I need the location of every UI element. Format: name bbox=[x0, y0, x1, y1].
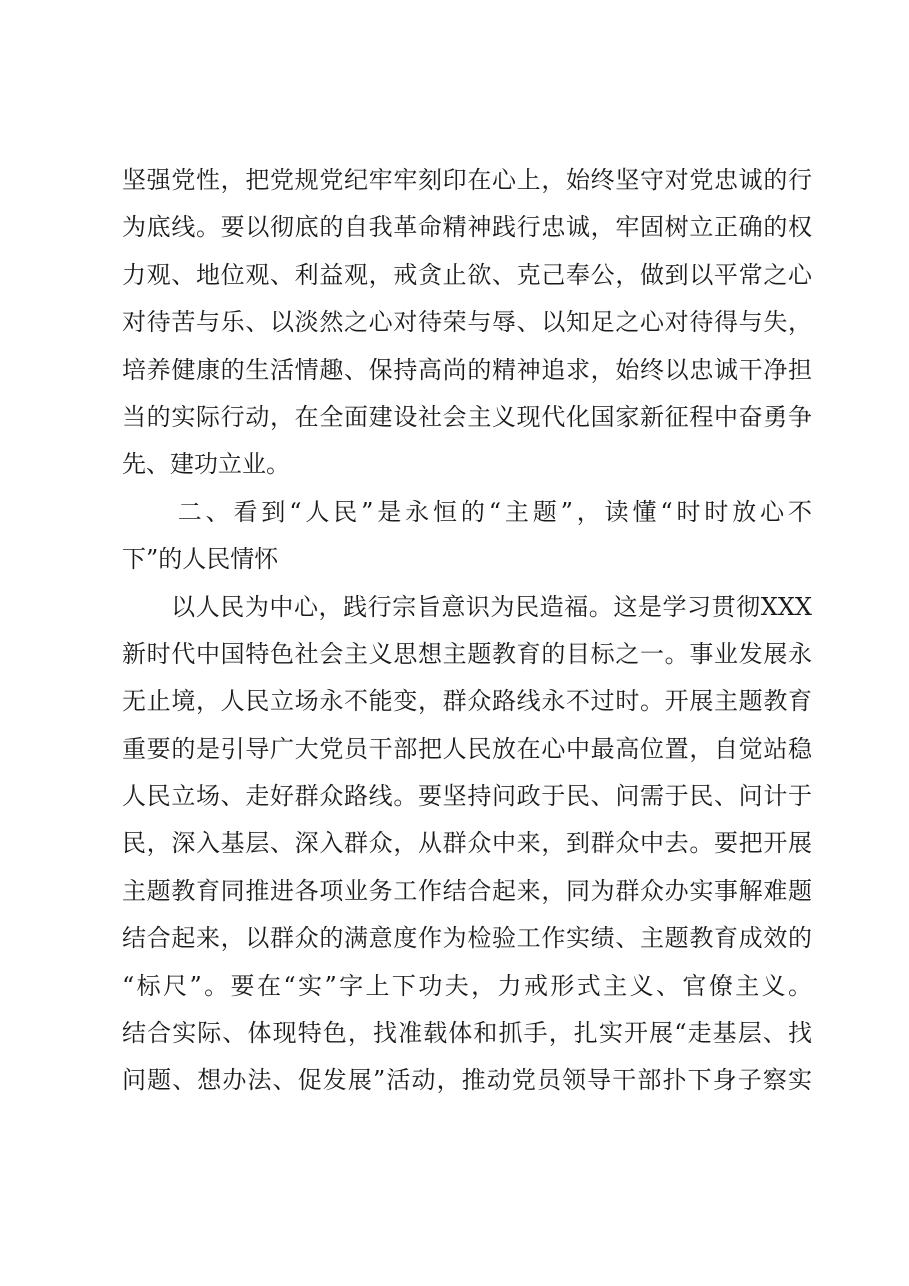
text-line: 为底线。要以彻底的自我革命精神践行忠诚，牢固树立正确的权 bbox=[122, 213, 812, 242]
text-line: 重要的是引导广大党员干部把人民放在心中最高位置，自觉站稳 bbox=[122, 734, 812, 763]
text-line: 人民立场、走好群众路线。要坚持问政于民、问需于民、问计于 bbox=[122, 782, 812, 811]
document-body bbox=[122, 157, 812, 1105]
text-line: 主题教育同推进各项业务工作结合起来，同为群众办实事解难题 bbox=[122, 876, 812, 905]
text-line: 新时代中国特色社会主义思想主题教育的目标之一。事业发展永 bbox=[122, 639, 812, 668]
text-line: 民，深入基层、深入群众，从群众中来，到群众中去。要把开展 bbox=[122, 829, 812, 858]
text-line: 下”的人民情怀 bbox=[122, 545, 279, 574]
text-line: 二、看到“人民”是永恒的“主题”，读懂“时时放心不 bbox=[122, 497, 812, 526]
text-line: “标尺”。要在“实”字上下功夫，力戒形式主义、官僚主义。 bbox=[122, 971, 812, 1000]
text-line: 结合起来，以群众的满意度作为检验工作实绩、主题教育成效的 bbox=[122, 924, 812, 953]
text-line: 力观、地位观、利益观，戒贪止欲、克己奉公，做到以平常之心 bbox=[122, 260, 812, 289]
text-line: 先、建功立业。 bbox=[122, 450, 290, 479]
text-line: 坚强党性，把党规党纪牢牢刻印在心上，始终坚守对党忠诚的行 bbox=[122, 166, 812, 194]
text-line: 培养健康的生活情趣、保持高尚的精神追求，始终以忠诚干净担 bbox=[122, 355, 812, 384]
text-line: 结合实际、体现特色，找准载体和抓手，扎实开展“走基层、找 bbox=[122, 1019, 812, 1048]
text-line: 当的实际行动，在全面建设社会主义现代化国家新征程中奋勇争 bbox=[122, 402, 812, 431]
text-line: 无止境，人民立场永不能变，群众路线永不过时。开展主题教育 bbox=[122, 687, 812, 716]
text-line: 对待苦与乐、以淡然之心对待荣与辱、以知足之心对待得与失， bbox=[122, 308, 812, 337]
text-line: 问题、想办法、促发展”活动，推动党员领导干部扑下身子察实 bbox=[122, 1066, 812, 1095]
text-line: 以人民为中心，践行宗旨意识为民造福。这是学习贯彻XXX bbox=[122, 592, 812, 621]
